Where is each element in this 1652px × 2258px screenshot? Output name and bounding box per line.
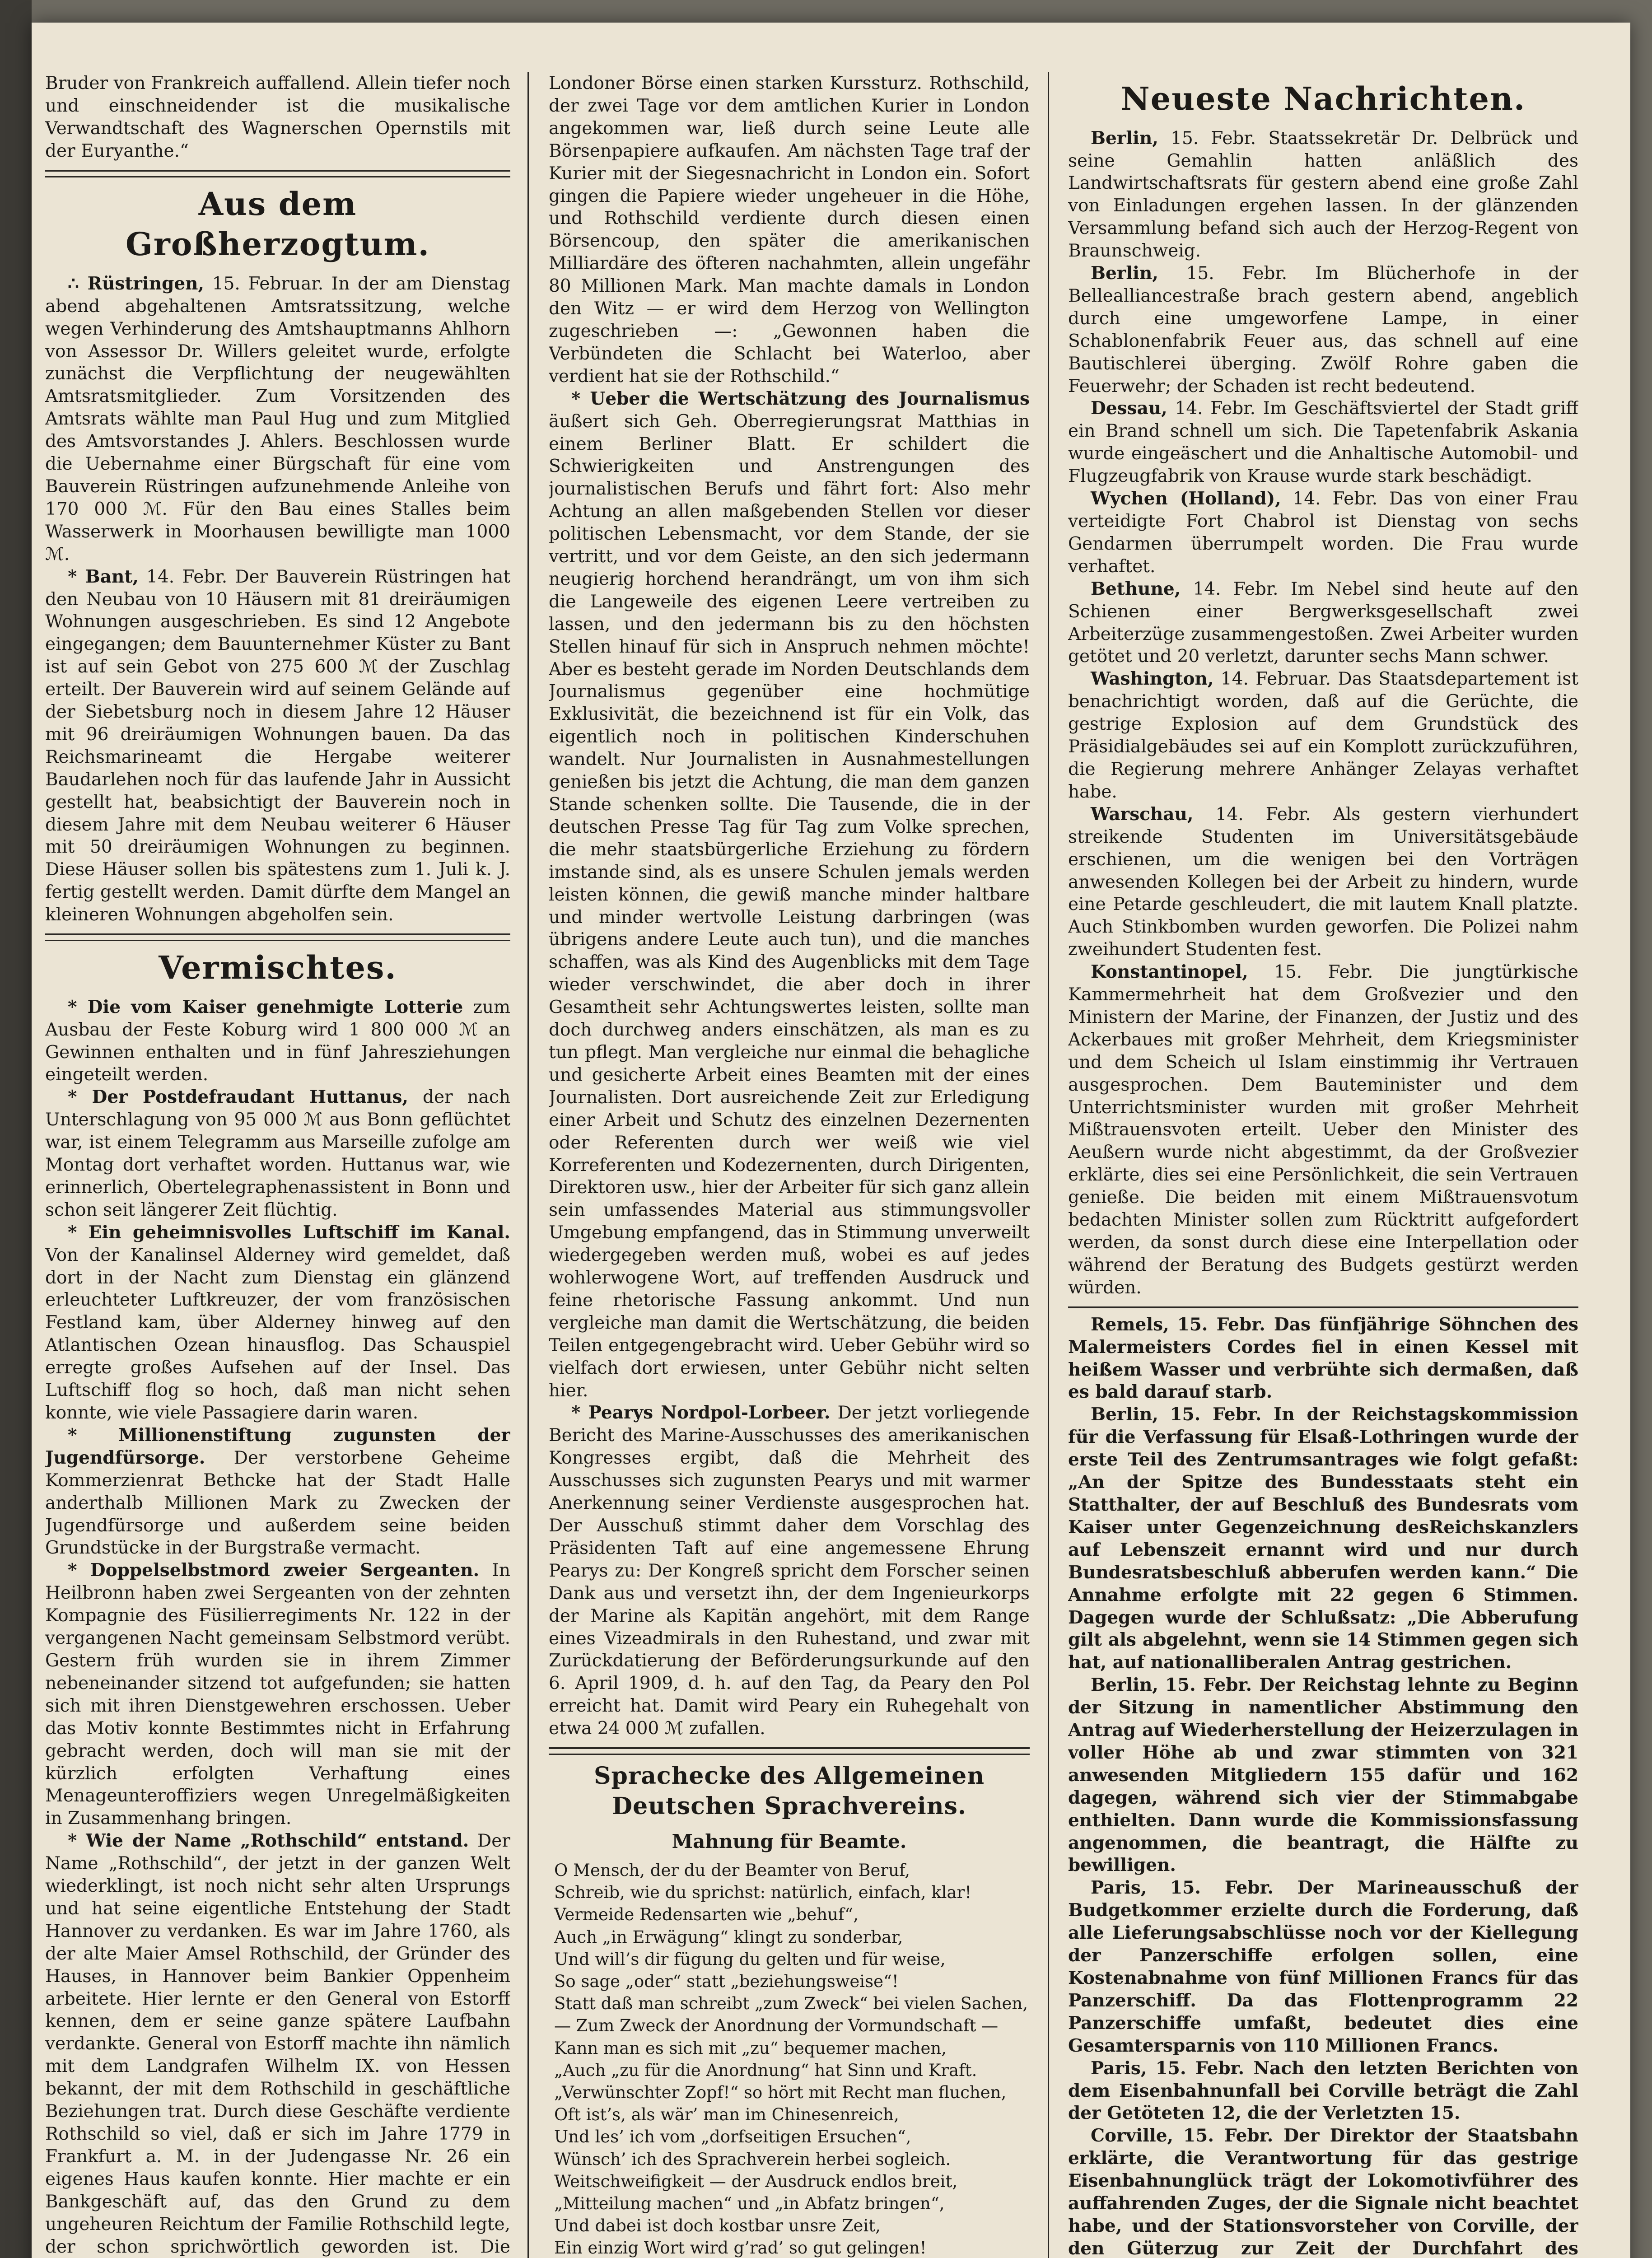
article-lead: * Pearys Nordpol-Lorbeer.	[571, 1402, 831, 1423]
article-lead: Warschau,	[1091, 803, 1194, 825]
poem-line: „Auch „zu für die Anordnung“ hat Sinn und Kraft.	[554, 2060, 977, 2080]
article-body: 15. Febr. Der Direktor der Staatsbahn erklärte, die Verantwortung für das gestrige Eisenbahnunglück trägt der Lokomotivführer des auffahrenden Zuges, der die Signale nicht beachtet habe, und der Stationsvorsteher von Corville, der den Güterzug zur Zeit der Durchfahrt des	[1068, 2125, 1578, 2258]
article-paragraph	[549, 388, 1030, 1402]
article-body: 14. Febr. Als gestern vierhundert streikende Studenten im Universitätsgebäude erschienen, um die wenigen bei den Vorträgen anwesenden Kollegen bei der Arbeit zu hindern, wurde eine Petarde geschleudert, die mit lautem Knall platzte. Auch Stinkbomben wurden geworfen. Die Polizei nahm zweihundert Studenten fest.	[1068, 804, 1578, 960]
article-lead: * Die vom Kaiser genehmigte Lotterie	[68, 996, 463, 1017]
article-lead: * Millionenstiftung zugunsten der Jugendfürsorge.	[45, 1424, 510, 1468]
continued-paragraph: Londoner Börse einen starken Kurssturz. Rothschild, der zwei Tage vor dem amtlichen Kurier in London angekommen war, ließ durch seine Leute alle Börsenpapiere aufkaufen. Am nächsten Tage traf der Kurier mit der Siegesnachricht in London ein. Sofort gingen die Papiere wieder ungeheuer in die Höhe, und Rothschild verdiente durch diesen einen Börsencoup, den später die amerikanischen Milliardäre des öfteren nachahmten, allein ungefähr 80 Millionen Mark. Man machte damals in London den Witz — er wird dem Herzog von Wellington zugeschrieben —: „Gewonnen haben die Verbündeten die Schlacht bei Waterloo, aber verdient hat sie der Rothschild.“	[549, 73, 1030, 387]
poem-line: Weitschweifigkeit — der Ausdruck endlos breit,	[554, 2171, 958, 2191]
article-body: 15. Febr. Die jungtürkische Kammermehrheit hat dem Großvezier und den Ministern der Marine, der Finanzen, der Justiz und des Ackerbaues mit großer Mehrheit, dem Kriegsminister und dem Scheich ul Islam einstimmig ihr Vertrauen ausgesprochen. Dem Bauteminister und dem Unterrichtsminister wurden mit großer Mehrheit Mißtrauensvoten erteilt. Ueber den Minister des Aeußern wurde nicht abgestimmt, da der Großvezier erklärte, dies sei eine Persönlichkeit, die sein Vertrauen genieße. Die beiden mit einem Mißtrauensvotum bedachten Minister sollen zum Rücktritt aufgefordert werden, da sonst durch diese eine Interpellation oder während der Beratung des Budgets gestürzt werden würden.	[1068, 962, 1578, 1298]
article-body: 15. Febr. Staatssekretär Dr. Delbrück und seine Gemahlin hatten anläßlich des Landwirtschaftsrats für gestern abend eine große Zahl von Einladungen ergehen lassen. In der glänzenden Versammlung befand sich auch der Herzog-Regent von Braunschweig.	[1068, 128, 1578, 261]
article-lead: Paris,	[1091, 1877, 1147, 1899]
article-lead: Wychen (Holland),	[1091, 488, 1281, 509]
article-paragraph	[1068, 1674, 1578, 1877]
newspaper-page	[32, 23, 1630, 2258]
poem-line: So sage „oder“ statt „beziehungsweise“!	[554, 1971, 899, 1991]
column-right	[1068, 72, 1578, 2258]
poem-line: Schreib, wie du sprichst: natürlich, einfach, klar!	[554, 1883, 972, 1903]
article-paragraph	[1068, 803, 1578, 961]
column-middle	[549, 72, 1030, 2258]
article-body: 15. Febr. Das fünfjährige Söhnchen des Malermeisters Cordes fiel in einen Kessel mit heißem Wasser und verbrühte sich dermaßen, daß es bald darauf starb.	[1068, 1314, 1578, 1403]
article-paragraph	[1068, 578, 1578, 668]
article-paragraph	[45, 1830, 510, 2258]
article-body: zum Ausbau der Feste Koburg wird 1 800 000 ℳ an Gewinnen enthalten und in fünf Jahresziehungen eingeteilt werden.	[45, 997, 510, 1085]
article-lead: Konstantinopel,	[1091, 961, 1248, 983]
poem-line: „Mitteilung machen“ und „in Abfatz bringen“,	[554, 2193, 945, 2213]
article-paragraph	[45, 273, 510, 566]
article-paragraph	[45, 1086, 510, 1221]
article-lead: Berlin,	[1091, 263, 1158, 284]
article-body: In Heilbronn haben zwei Sergeanten von der zehnten Kompagnie des Füsilierregiments Nr. 122 in der vergangenen Nacht gemeinsam Selbstmord verübt. Gestern früh wurden sie in ihrem Zimmer nebeneinander sitzend tot aufgefunden; sie hatten sich mit ihren Dienstgewehren erschossen. Ueber das Motiv konnte Bestimmtes nicht in Erfahrung gebracht werden, doch will man sie mit der kürzlich erfolgten Verhaftung eines Menageunteroffiziers wegen Unregelmäßigkeiten in Zusammenhang bringen.	[45, 1560, 510, 1829]
article-body: äußert sich Geh. Oberregierungsrat Matthias in einem Berliner Blatt. Er schildert die Schwierigkeiten und Anstrengungen des journalistischen Berufs und fährt fort: Also mehr Achtung an allen maßgebenden Stellen vor dieser politischen Lebensmacht, vor dem Stande, der sie vertritt, und vor dem Geiste, an den sich jedermann neugierig horchend herandrängt, um von ihm sich die Langeweile des eigenen Leere vertreiben zu lassen, und den jedermann bis zu den höchsten Stellen hinauf für sich in Anspruch nehmen möchte! Aber es besteht gerade im Norden Deutschlands dem Journalismus gegenüber eine hochmütige Exklusivität, die bezeichnend ist für ein Volk, das eigentlich noch in politischen Kinderschuhen wandelt. Nur Journalisten in Ausnahmestellungen genießen bis jetzt die Achtung, die man dem ganzen Stande schenken sollte. Die Tausende, die in der deutschen Presse Tag für Tag zum Volke sprechen, die mehr staatsbürgerliche Erziehung zu fördern imstande sind, als es unsere Schulen jemals werden leisten können, die gewiß manche minder haltbare und minder wertvolle Leistung darbringen (was übrigens andere Leute auch tun), und die manches schaffen, was als Kind des Augenblicks mit dem Tage wieder verschwindet, die aber doch in ihrer Gesamtheit sehr Achtungswertes leisten, sollte man doch durchweg anders einschätzen, als man es zu tun pflegt. Man vergleiche nur einmal die behagliche und gesicherte Arbeit eines Beamten mit der eines Journalisten. Dort ausreichende Zeit zur Erledigung einer Arbeit und Schutz des einzelnen Dezernenten oder Referenten durch wer weiß wie viel Korreferenten und Kodezernenten, durch Dirigenten, Direktoren usw., hier der Arbeiter für sich ganz allein sein umfassendes Material aus stimmungsvoller Umgebung empfangend, das in Stimmung unverweilt wiedergegeben werden muß, wobei es auf jedes wohlerwogene Wort, auf treffenden Ausdruck und feine rhetorische Fassung ankommt. Und nun vergleiche man damit die Wertschätzung, die beiden Teilen entgegengebracht wird. Ueber Gebühr wird so vielfach dort erwiesen, unter Gebühr nicht selten hier.	[549, 411, 1030, 1401]
poem-line: Und will’s dir fügung du gelten und für weise,	[554, 1949, 946, 1969]
poem-line: Und les’ ich vom „dorfseitigen Ersuchen“,	[554, 2127, 911, 2147]
article-lead: * Doppelselbstmord zweier Sergeanten.	[68, 1560, 480, 1581]
article-lead: * Ein geheimnisvolles Luftschiff im Kanal.	[68, 1222, 510, 1243]
section-rule	[45, 170, 510, 177]
article-body: 15. Febr. In der Reichstagskommission für die Verfassung für Elsaß-Lothringen wurde der erste Teil des Zentrumsantrages wie folgt gefaßt: „An der Spitze des Bundesstaats steht ein Statthalter, der auf Beschluß des Bundesrats vom Kaiser unter Gegenzeichnung desReichskanzlers auf Lebenszeit ernannt wird und nur durch Bundesratsbeschluß abberufen werden kann.“ Die Annahme erfolgte mit 22 gegen 6 Stimmen. Dagegen wurde der Schlußsatz: „Die Abberufung gilt als abgelehnt, wenn sie 14 Stimmen gegen sich hat, auf nationalliberalen Antrag gestrichen.	[1068, 1404, 1578, 1673]
article-paragraph	[1068, 397, 1578, 488]
article-paragraph	[1068, 127, 1578, 262]
article-body: 14. Febr. Im Geschäftsviertel der Stadt griff ein Brand schnell um sich. Die Tapetenfabrik Askania wurde eingeäschert und die Anhaltische Automobil- und Flugzeugfabrik von Krause wurde stark beschädigt.	[1068, 398, 1578, 487]
article-paragraph	[45, 1559, 510, 1830]
article-paragraph	[1068, 2057, 1578, 2125]
article-body: 14. Febr. Das von einer Frau verteidigte Fort Chabrol ist Dienstag von sechs Gendarmen überrumpelt worden. Die Frau wurde verhaftet.	[1068, 489, 1578, 577]
article-paragraph	[1068, 961, 1578, 1299]
article-paragraph	[549, 1402, 1030, 1740]
poem-title: Mahnung für Beamte.	[672, 1830, 907, 1853]
article-body: 15. Febr. Der Marineausschuß der Budgetkommer erzielte durch die Forderung, daß alle Lieferungsabschlüsse noch vor der Kiellegung der Panzerschiffe erfolgen sollen, eine Kostenabnahme von fünf Millionen Francs für das Panzerschiff. Da das Flottenprogramm 22 Panzerschiffe umfaßt, bedeutet dies eine Gesamtersparnis von 110 Millionen Francs.	[1068, 1877, 1578, 2056]
article-lead: Bethune,	[1091, 578, 1181, 599]
poem-line: Wünsch’ ich des Sprachverein herbei sogleich.	[554, 2149, 951, 2169]
column-divider	[1048, 72, 1049, 2258]
article-paragraph	[45, 1424, 510, 1559]
poem-line: Oft ist’s, als wär’ man im Chinesenreich,	[554, 2105, 899, 2125]
section-heading-vermischtes: Vermischtes.	[159, 949, 397, 987]
column-left	[45, 72, 510, 2258]
page-gutter	[0, 0, 32, 2258]
article-paragraph	[1068, 1314, 1578, 1404]
article-body: 14. Febr. Der Bauverein Rüstringen hat den Neubau von 10 Häusern mit 81 dreiräumigen Wohnungen ausgeschrieben. Es sind 12 Angebote eingegangen; dem Bauunternehmer Küster zu Bant ist auf sein Gebot von 275 600 ℳ der Zuschlag erteilt. Der Bauverein wird auf seinem Gelände auf der Siebetsburg noch in diesem Jahre 12 Häuser mit 96 dreiräumigen Wohnungen bauen. Da das Reichsmarineamt die Hergabe weiterer Baudarlehen noch für das laufende Jahr in Aussicht gestellt hat, beabsichtigt der Bauverein noch in diesem Jahre mit dem Neubau weiterer 6 Häuser mit 50 dreiräumigen Wohnungen zu beginnen. Diese Häuser sollen bis spätestens zum 1. Juli k. J. fertig gestellt werden. Damit dürfte dem Mangel an kleineren Wohnungen abgeholfen sein.	[45, 566, 510, 925]
column-divider	[527, 72, 529, 2258]
poem-line: „Verwünschter Zopf!“ so hört mit Recht man fluchen,	[554, 2082, 1007, 2102]
article-lead: * Bant,	[68, 566, 139, 587]
section-heading-grossherzogtum: Aus dem Großherzogtum.	[126, 185, 430, 263]
article-body: 15. Febr. Der Reichstag lehnte zu Beginn der Sitzung in namentlicher Abstimmung den Antrag auf Wiederherstellung der Heizerzulagen in voller Höhe ab und zwar stimmten von 321 anwesenden Mitgliedern 155 dafür und 162 dagegen, während sich vier der Stimmabgabe enthielten. Dann wurde die Kommissionsfassung angenommen, die beantragt, die Hälfte zu bewilligen.	[1068, 1675, 1578, 1876]
article-body: der nach Unterschlagung von 95 000 ℳ aus Bonn geflüchtet war, ist einem Telegramm aus Marseille zufolge am Montag dort verhaftet worden. Huttanus war, wie erinnerlich, Obertelegraphenassistent in Bonn und schon seit längerer Zeit flüchtig.	[45, 1087, 510, 1220]
article-list-middle	[549, 388, 1030, 1740]
intro-paragraph: Bruder von Frankreich auffallend. Allein tiefer noch und einschneidender ist die musikalische Verwandtschaft des Wagnerschen Opernstils mit der Euryanthe.“	[45, 73, 510, 161]
article-lead: ∴ Rüstringen,	[68, 273, 205, 294]
article-paragraph	[1068, 668, 1578, 803]
article-body: 14. Februar. Das Staatsdepartement ist benachrichtigt worden, daß auf die Gerüchte, die gestrige Explosion auf dem Grundstück des Präsidialgebäudes sei auf ein Komplott zurückzuführen, die Regierung mehrere Anhänger Zelayas verhaftet habe.	[1068, 669, 1578, 802]
article-body: 15. Febr. Nach den letzten Berichten von dem Eisenbahnunfall bei Corville beträgt die Zahl der Getöteten 12, die der Verletzten 15.	[1068, 2057, 1578, 2124]
article-paragraph	[45, 566, 510, 927]
poem-line: Kann man es sich mit „zu“ bequemer machen,	[554, 2038, 947, 2058]
article-body: 15. Februar. In der am Dienstag abend abgehaltenen Amtsratssitzung, welche wegen Verhinderung des Amtshauptmanns Ahlhorn von Assessor Dr. Willers geleitet wurde, erfolgte zunächst die Verpflichtung der neugewählten Amtsratsmitglieder. Zum Vorsitzenden des Amtsrats wählte man Paul Hug und zum Mitglied des Amtsvorstandes J. Ahlers. Beschlossen wurde die Uebernahme einer Bürgschaft für eine vom Bauverein Rüstringen aufzunehmende Anleihe von 170 000 ℳ. Für den Bau eines Stalles beim Wasserwerk in Moorhausen bewilligte man 1000 ℳ.	[45, 273, 510, 564]
poem-line: — Zum Zweck der Anordnung der Vormundschaft —	[554, 2016, 999, 2036]
article-body: 14. Febr. Im Nebel sind heute auf den Schienen einer Bergwerksgesellschaft zwei Arbeiterzüge zusammengestoßen. Zwei Arbeiter wurden getötet und 20 verletzt, darunter sechs Mann schwer.	[1068, 578, 1578, 667]
article-paragraph	[45, 1222, 510, 1424]
article-list-vermischtes	[45, 996, 510, 2258]
article-lead: Corville,	[1091, 2125, 1174, 2146]
article-lead: Paris,	[1091, 2057, 1147, 2079]
article-lead: Washington,	[1091, 668, 1214, 690]
section-rule	[45, 933, 510, 941]
article-lead: Berlin,	[1091, 127, 1158, 149]
article-paragraph	[1068, 1404, 1578, 1674]
article-paragraph	[45, 996, 510, 1087]
article-lead: * Wie der Name „Rothschild“ entstand.	[68, 1830, 469, 1852]
article-paragraph	[1068, 488, 1578, 578]
article-list-telegrams	[1068, 1314, 1578, 2258]
section-heading-sprachecke: Sprachecke des Allgemeinen Deutschen Sprachvereins.	[593, 1762, 985, 1820]
article-paragraph	[1068, 262, 1578, 397]
section-rule	[1068, 1306, 1578, 1308]
article-lead: Berlin,	[1091, 1404, 1158, 1425]
article-lead: * Der Postdefraudant Huttanus,	[68, 1087, 409, 1108]
poem-line: Und dabei ist doch kostbar unsre Zeit,	[554, 2216, 881, 2236]
article-paragraph	[1068, 1877, 1578, 2057]
poem-line: Ein einzig Wort wird g’rad’ so gut gelingen!	[554, 2238, 927, 2258]
article-lead: Dessau,	[1091, 398, 1167, 419]
article-list-grossherzogtum	[45, 273, 510, 926]
section-rule	[549, 1747, 1030, 1755]
article-list-news	[1068, 127, 1578, 1299]
poem-line: Statt daß man schreibt „zum Zweck“ bei vielen Sachen,	[554, 1994, 1028, 2014]
article-body: 15. Febr. Im Blücherhofe in der Bellealliancestraße brach gestern abend, angeblich durch eine umgeworfene Lampe, in einer Schablonenfabrik Feuer aus, das schnell auf eine Bautischlerei überging. Zwölf Rohre gaben die Feuerwehr; der Schaden ist recht bedeutend.	[1068, 263, 1578, 397]
article-body: Von der Kanalinsel Alderney wird gemeldet, daß dort in der Nacht zum Dienstag ein glänzend erleuchteter Luftkreuzer, der vom französischen Festland kam, über Alderney hinweg auf den Atlantischen Ozean hinausflog. Das Schauspiel erregte großes Aufsehen auf der Insel. Das Luftschiff flog so hoch, daß man nicht sehen konnte, wie viele Passagiere darin waren.	[45, 1245, 510, 1423]
article-body: Der jetzt vorliegende Bericht des Marine-Ausschusses des amerikanischen Kongresses ergibt, daß die Mehrheit des Ausschusses sich zugunsten Pearys und mit warmer Anerkennung seiner Verdienste ausgesprochen hat. Der Ausschuß stimmt daher dem Vorschlag des Präsidenten Taft auf eine angemessene Ehrung Pearys zu: Der Kongreß spricht dem Forscher seinen Dank aus und versetzt ihn, der dem Ingenieurkorps der Marine als Kapitän angehört, mit dem Range eines Vizeadmirals in den Ruhestand, und zwar mit Zurückdatierung der Beförderungsurkunde auf den 6. April 1909, d. h. auf den Tag, da Peary den Pol erreicht hat. Damit wird Peary ein Ruhegehalt von etwa 24 000 ℳ zufallen.	[549, 1403, 1030, 1739]
poem-line: O Mensch, der du der Beamter von Beruf,	[554, 1860, 910, 1880]
article-paragraph	[1068, 2125, 1578, 2258]
section-heading-neueste-nachrichten: Neueste Nachrichten.	[1120, 80, 1526, 117]
poem	[549, 1859, 1030, 2258]
poem-line: Vermeide Redensarten wie „behuf“,	[554, 1905, 859, 1925]
article-lead: * Ueber die Wertschätzung des Journalismus	[571, 388, 1030, 409]
poem-line: Auch „in Erwägung“ klingt zu sonderbar,	[554, 1927, 903, 1947]
article-body: Der Name „Rothschild“, der jetzt in der ganzen Welt wiederklingt, ist noch nicht sehr alten Ursprungs und hat seine eigentliche Entstehung der Stadt Hannover zu verdanken. Es war im Jahre 1760, als der alte Maier Amsel Rothschild, der Gründer des Hauses, in Hannover beim Bankier Oppenheim arbeitete. Hier lernte er den General von Estorff kennen, dem er seine ganze spätere Laufbahn verdankte. General von Estorff machte ihn nämlich mit dem Landgrafen Wilhelm IX. von Hessen bekannt, der mit dem Rothschild in geschäftliche Beziehungen trat. Durch diese Geschäfte verdiente Rothschild so viel, daß er sich im Jahre 1779 in Frankfurt a. M. in der Judengasse Nr. 26 ein eigenes Haus kaufen konnte. Hier machte er ein Bankgeschäft auf, das den Grund zu dem ungeheuren Reichtum der Familie Rothschild legte, der schon sprichwörtlich geworden ist. Die	[45, 1831, 510, 2257]
article-lead: Berlin,	[1091, 1675, 1158, 1696]
article-lead: Remels,	[1091, 1314, 1169, 1335]
article-body: Der verstorbene Geheime Kommerzienrat Bethcke hat der Stadt Halle anderthalb Millionen Mark zu Zwecken der Jugendfürsorge und außerdem seine beiden Grundstücke in der Burgstraße vermacht.	[45, 1447, 510, 1558]
